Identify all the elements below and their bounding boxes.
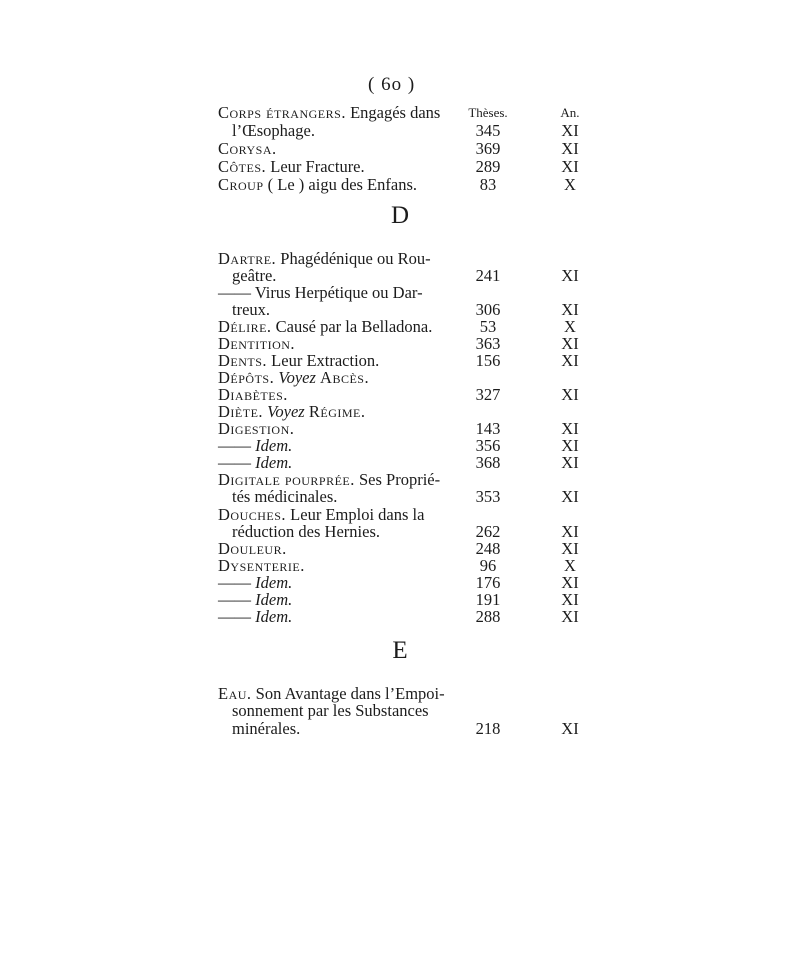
entry-detail: Phagédénique ou Rou- <box>280 249 431 268</box>
thesis-number: 363 <box>475 334 501 353</box>
entry-text <box>218 104 440 122</box>
entry-text <box>218 176 417 194</box>
year: XI <box>561 539 579 558</box>
entry-dash: —— <box>218 590 251 609</box>
entry-detail: treux. <box>232 300 271 319</box>
index-entry <box>0 557 800 575</box>
index-entry <box>0 386 800 404</box>
entry-detail: l’Œsophage. <box>232 121 315 140</box>
index-entry <box>0 420 800 438</box>
entry-detail: Son Avantage dans l’Empoi- <box>255 684 445 703</box>
entry-dash: —— <box>218 573 251 592</box>
entry-detail: tés médicinales. <box>232 487 338 506</box>
thesis-number: 306 <box>475 300 501 319</box>
thesis-number: 83 <box>479 175 497 194</box>
entry-detail: ( Le ) aigu des Enfans. <box>267 175 418 194</box>
entry-detail: Idem. <box>255 453 293 472</box>
year: XI <box>561 266 579 285</box>
index-entry <box>0 250 800 268</box>
year: XI <box>561 607 579 626</box>
entry-detail: Idem. <box>255 573 293 592</box>
year: XI <box>561 121 579 140</box>
year: X <box>564 556 576 575</box>
index-entry <box>0 471 800 489</box>
year: XI <box>561 522 579 541</box>
cross-reference: Abcès. <box>320 368 370 387</box>
year: XI <box>561 157 579 176</box>
entry-detail: Virus Herpétique ou Dar- <box>254 283 423 302</box>
entry-detail: Leur Extraction. <box>271 351 380 370</box>
entry-head: Dents. <box>218 351 268 370</box>
thesis-number: 356 <box>475 436 501 455</box>
year: XI <box>561 385 579 404</box>
entry-detail: Leur Fracture. <box>270 157 365 176</box>
entry-head: Douleur. <box>218 539 287 558</box>
index-entry <box>0 140 800 158</box>
thesis-number: 218 <box>475 719 501 738</box>
entry-detail: Causé par la Belladona. <box>275 317 433 336</box>
thesis-number: 96 <box>479 556 497 575</box>
entry-detail: Ses Proprié- <box>359 470 441 489</box>
thesis-number: 368 <box>475 453 501 472</box>
index-entry <box>0 335 800 353</box>
thesis-number: 327 <box>475 385 501 404</box>
thesis-number: 53 <box>479 317 497 336</box>
entry-head: Délire. <box>218 317 272 336</box>
index-entry <box>0 352 800 370</box>
entry-detail: Idem. <box>255 590 293 609</box>
year: XI <box>561 487 579 506</box>
entry-detail: Engagés dans <box>350 103 441 122</box>
entry-head: Diabètes. <box>218 385 288 404</box>
entry-head: Douches. <box>218 505 287 524</box>
index-entry <box>0 176 800 194</box>
column-header-theses: Thèses. <box>468 105 508 120</box>
year: XI <box>561 573 579 592</box>
entry-detail: Leur Emploi dans la <box>290 505 425 524</box>
thesis-number: 262 <box>475 522 501 541</box>
index-entry <box>0 591 800 609</box>
thesis-number: 191 <box>475 590 501 609</box>
thesis-number: 241 <box>475 266 501 285</box>
index-entry <box>0 318 800 336</box>
voyez-reference-label: Voyez <box>267 402 305 421</box>
entry-head: Corysa. <box>218 139 277 158</box>
index-entry <box>0 540 800 558</box>
page-number: ( 6o ) <box>368 74 416 95</box>
entry-detail: Idem. <box>255 436 293 455</box>
index-entry <box>0 523 800 541</box>
entry-head: Dépôts. <box>218 368 275 387</box>
section-letter-d: D <box>390 202 410 229</box>
year: XI <box>561 590 579 609</box>
thesis-number: 289 <box>475 157 501 176</box>
thesis-number: 288 <box>475 607 501 626</box>
index-entry <box>0 574 800 592</box>
entry-head: Eau. <box>218 684 252 703</box>
entry-dash: —— <box>218 453 251 472</box>
thesis-number: 156 <box>475 351 501 370</box>
index-entry <box>0 284 800 302</box>
year: XI <box>561 139 579 158</box>
section-letter-e: E <box>392 637 408 664</box>
thesis-number: 143 <box>475 419 501 438</box>
index-entry <box>0 403 800 421</box>
entry-head: Digestion. <box>218 419 295 438</box>
year: XI <box>561 300 579 319</box>
index-entry <box>0 702 800 720</box>
entry-head: Diète. <box>218 402 264 421</box>
index-entry <box>0 437 800 455</box>
index-entry <box>0 158 800 176</box>
entry-head: Croup <box>218 175 264 194</box>
entry-head: Dartre. <box>218 249 277 268</box>
index-entry <box>0 369 800 387</box>
entry-head: Dysenterie. <box>218 556 305 575</box>
entry-detail: Idem. <box>255 607 293 626</box>
entry-head: Dentition. <box>218 334 296 353</box>
thesis-number: 369 <box>475 139 501 158</box>
year: XI <box>561 719 579 738</box>
entry-dash: —— <box>218 607 251 626</box>
entry-detail: sonnement par les Substances <box>232 701 429 720</box>
entry-head: Côtes. <box>218 157 267 176</box>
index-entry <box>0 720 800 738</box>
thesis-number: 176 <box>475 573 501 592</box>
entry-dash: —— <box>218 436 251 455</box>
index-entry <box>0 488 800 506</box>
index-entry <box>0 104 800 122</box>
voyez-reference-label: Voyez <box>278 368 316 387</box>
year: XI <box>561 334 579 353</box>
entry-text <box>218 158 365 176</box>
entry-detail: geâtre. <box>232 266 277 285</box>
year: XI <box>561 419 579 438</box>
cross-reference: Régime. <box>308 402 366 421</box>
thesis-number: 345 <box>475 121 501 140</box>
year: X <box>564 175 576 194</box>
thesis-number: 248 <box>475 539 501 558</box>
year: XI <box>561 436 579 455</box>
entry-text <box>218 608 292 626</box>
thesis-number: 353 <box>475 487 501 506</box>
entry-head: Digitale pourprée. <box>218 470 355 489</box>
index-entry <box>0 608 800 626</box>
year: X <box>564 317 576 336</box>
index-entry <box>0 122 800 140</box>
entry-detail: minérales. <box>232 719 301 738</box>
year: XI <box>561 351 579 370</box>
column-header-an: An. <box>560 105 580 120</box>
entry-dash: —— <box>218 283 251 302</box>
index-entry <box>0 506 800 524</box>
entry-detail: réduction des Hernies. <box>232 522 380 541</box>
entry-head: Corps étrangers. <box>218 103 346 122</box>
year: XI <box>561 453 579 472</box>
